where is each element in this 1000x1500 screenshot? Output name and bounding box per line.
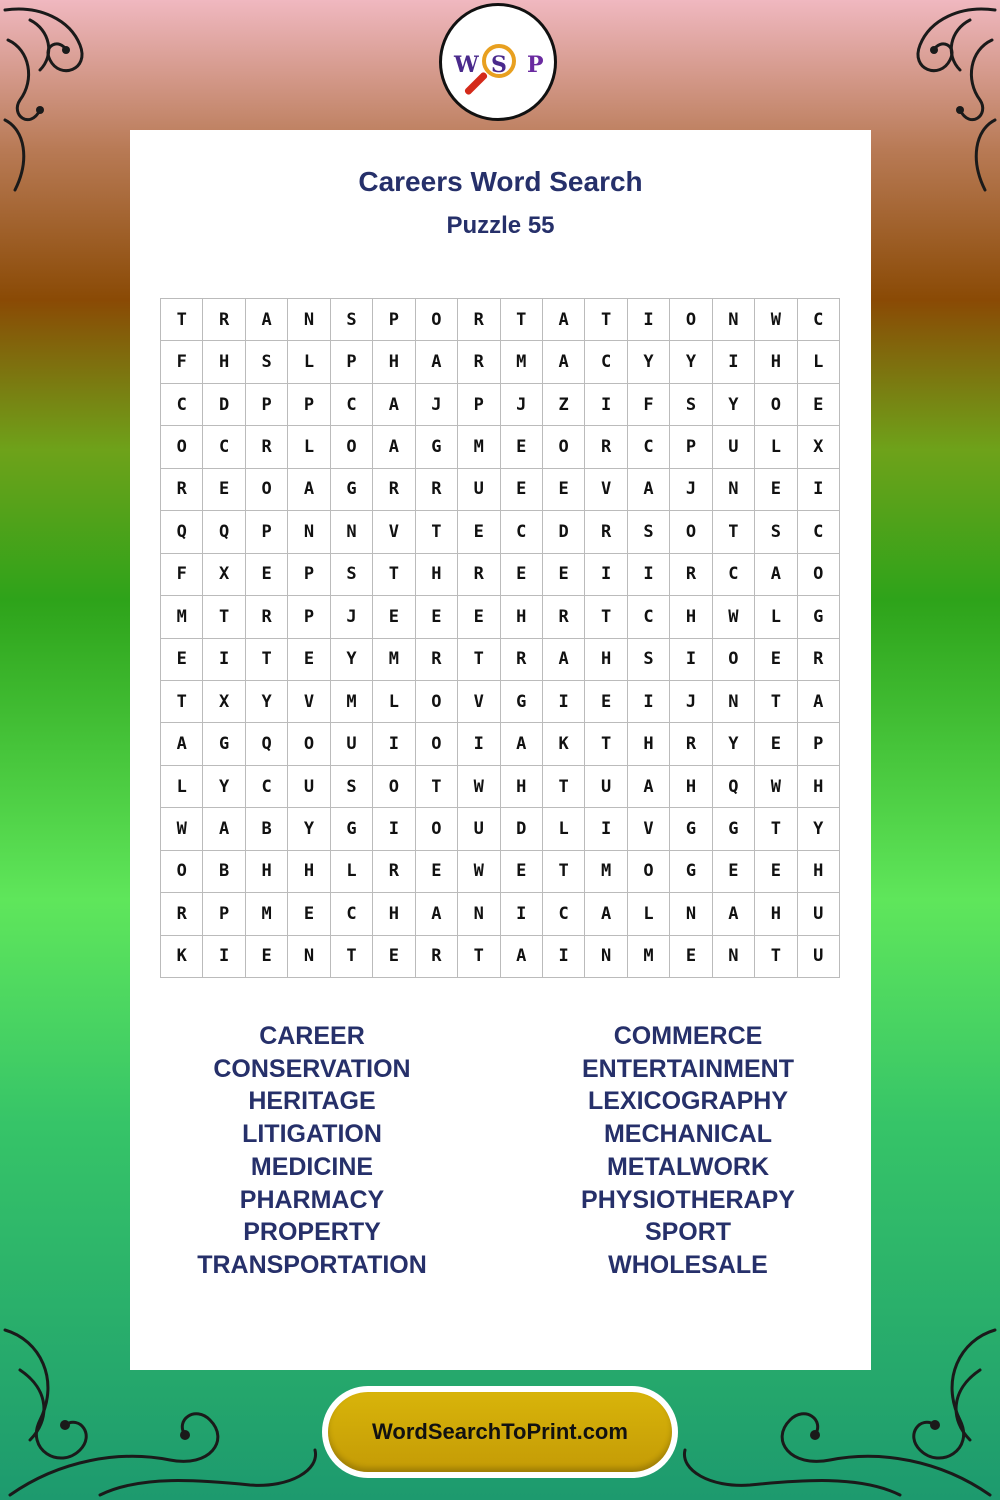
grid-cell: J [331, 596, 373, 638]
grid-cell: E [458, 596, 500, 638]
grid-cell: R [416, 639, 458, 681]
grid-cell: I [713, 341, 755, 383]
grid-cell: C [543, 893, 585, 935]
grid-cell: N [713, 681, 755, 723]
grid-cell: Y [713, 723, 755, 765]
word-list-item: PHARMACY [239, 1185, 385, 1214]
grid-cell: R [670, 554, 712, 596]
grid-cell: M [585, 851, 627, 893]
grid-cell: T [543, 766, 585, 808]
grid-cell: T [331, 936, 373, 978]
grid-cell: A [203, 808, 245, 850]
grid-cell: O [628, 851, 670, 893]
grid-cell: N [288, 511, 330, 553]
word-list-item: LEXICOGRAPHY [587, 1087, 789, 1116]
grid-cell: A [628, 766, 670, 808]
grid-cell: C [161, 384, 203, 426]
grid-cell: L [543, 808, 585, 850]
word-list-item: MECHANICAL [603, 1120, 773, 1149]
grid-cell: E [203, 469, 245, 511]
logo [439, 3, 557, 121]
grid-cell: R [458, 341, 500, 383]
grid-cell: E [501, 469, 543, 511]
ornament-top-right [860, 0, 1000, 200]
grid-cell: H [373, 893, 415, 935]
grid-cell: T [713, 511, 755, 553]
grid-cell: R [458, 554, 500, 596]
grid-cell: H [246, 851, 288, 893]
grid-cell: D [501, 808, 543, 850]
grid-cell: R [416, 469, 458, 511]
grid-cell: I [628, 299, 670, 341]
grid-cell: A [416, 893, 458, 935]
grid-cell: T [543, 851, 585, 893]
grid-cell: S [628, 511, 670, 553]
word-list-item: CAREER [259, 1022, 365, 1050]
grid-cell: T [416, 511, 458, 553]
grid-cell: A [416, 341, 458, 383]
grid-cell: P [246, 511, 288, 553]
grid-cell: R [161, 893, 203, 935]
grid-cell: M [331, 681, 373, 723]
grid-cell: N [713, 469, 755, 511]
grid-cell: F [161, 554, 203, 596]
grid-cell: A [543, 341, 585, 383]
grid-cell: H [288, 851, 330, 893]
grid-cell: S [331, 554, 373, 596]
grid-cell: J [416, 384, 458, 426]
grid-cell: E [288, 639, 330, 681]
grid-cell: V [458, 681, 500, 723]
grid-cell: P [288, 384, 330, 426]
grid-cell: U [798, 893, 840, 935]
word-list-item: WHOLESALE [608, 1250, 768, 1279]
grid-cell: I [585, 384, 627, 426]
grid-cell: I [543, 681, 585, 723]
grid-cell: D [543, 511, 585, 553]
grid-cell: R [373, 469, 415, 511]
grid-cell: A [373, 384, 415, 426]
grid-cell: R [585, 511, 627, 553]
grid-cell: O [416, 681, 458, 723]
grid-cell: O [713, 639, 755, 681]
grid-cell: U [458, 808, 500, 850]
grid-cell: E [246, 936, 288, 978]
grid-cell: P [288, 596, 330, 638]
grid-cell: A [246, 299, 288, 341]
grid-cell: U [798, 936, 840, 978]
grid-cell: L [373, 681, 415, 723]
grid-cell: A [585, 893, 627, 935]
grid-cell: U [713, 426, 755, 468]
word-list-item: HERITAGE [248, 1087, 376, 1116]
grid-cell: G [670, 808, 712, 850]
grid-cell: O [288, 723, 330, 765]
grid-cell: T [161, 681, 203, 723]
grid-cell: Y [628, 341, 670, 383]
grid-cell: O [246, 469, 288, 511]
grid-cell: I [543, 936, 585, 978]
grid-cell: A [755, 554, 797, 596]
grid-cell: H [203, 341, 245, 383]
grid-cell: R [670, 723, 712, 765]
grid-cell: I [373, 808, 415, 850]
grid-cell: U [288, 766, 330, 808]
logo-letter-w: W [454, 52, 479, 78]
grid-cell: I [670, 639, 712, 681]
grid-cell: I [203, 639, 245, 681]
grid-cell: M [458, 426, 500, 468]
grid-cell: V [373, 511, 415, 553]
grid-cell: O [416, 808, 458, 850]
grid-cell: L [331, 851, 373, 893]
footer-banner[interactable] [322, 1386, 678, 1478]
grid-cell: H [628, 723, 670, 765]
grid-cell: U [585, 766, 627, 808]
logo-letter-s: S [491, 52, 507, 78]
grid-cell: E [501, 426, 543, 468]
grid-cell: Y [713, 384, 755, 426]
grid-cell: E [585, 681, 627, 723]
grid-cell: O [798, 554, 840, 596]
grid-cell: Y [246, 681, 288, 723]
grid-cell: R [585, 426, 627, 468]
grid-cell: I [585, 808, 627, 850]
word-list-item: COMMERCE [613, 1022, 763, 1050]
grid-cell: W [713, 596, 755, 638]
grid-cell: S [670, 384, 712, 426]
grid-cell: H [755, 893, 797, 935]
grid-cell: T [161, 299, 203, 341]
grid-cell: Q [161, 511, 203, 553]
grid-cell: T [755, 936, 797, 978]
letter-grid [160, 298, 840, 978]
grid-cell: P [458, 384, 500, 426]
grid-cell: Y [331, 639, 373, 681]
grid-cell: N [713, 936, 755, 978]
grid-cell: J [501, 384, 543, 426]
grid-cell: E [458, 511, 500, 553]
grid-cell: T [501, 299, 543, 341]
grid-cell: N [288, 936, 330, 978]
grid-cell: R [416, 936, 458, 978]
grid-cell: C [628, 426, 670, 468]
grid-cell: E [501, 554, 543, 596]
puzzle-sheet [130, 130, 871, 1370]
grid-cell: A [713, 893, 755, 935]
grid-cell: P [331, 341, 373, 383]
grid-cell: H [755, 341, 797, 383]
grid-cell: G [713, 808, 755, 850]
grid-cell: E [501, 851, 543, 893]
grid-cell: X [203, 554, 245, 596]
grid-cell: V [288, 681, 330, 723]
grid-cell: L [755, 426, 797, 468]
word-list-item: ENTERTAINMENT [581, 1054, 795, 1083]
word-list-right [528, 1020, 848, 1282]
grid-cell: A [161, 723, 203, 765]
grid-cell: A [501, 723, 543, 765]
grid-cell: E [798, 384, 840, 426]
grid-cell: P [373, 299, 415, 341]
puzzle-number: Puzzle 55 [446, 212, 555, 239]
grid-cell: I [628, 681, 670, 723]
grid-cell: H [670, 596, 712, 638]
grid-cell: P [246, 384, 288, 426]
word-list-item: METALWORK [606, 1152, 769, 1181]
grid-cell: O [543, 426, 585, 468]
grid-cell: Y [203, 766, 245, 808]
site-link[interactable]: WordSearchToPrint.com [372, 1419, 628, 1444]
grid-cell: C [713, 554, 755, 596]
grid-cell: N [670, 893, 712, 935]
grid-cell: J [670, 469, 712, 511]
grid-cell: E [373, 936, 415, 978]
grid-cell: I [501, 893, 543, 935]
grid-cell: L [161, 766, 203, 808]
grid-cell: E [373, 596, 415, 638]
word-list-item: MEDICINE [250, 1152, 374, 1181]
word-list-item: SPORT [644, 1218, 732, 1247]
grid-cell: T [203, 596, 245, 638]
grid-cell: Y [288, 808, 330, 850]
grid-cell: M [246, 893, 288, 935]
grid-cell: T [585, 723, 627, 765]
grid-cell: O [416, 723, 458, 765]
grid-cell: M [501, 341, 543, 383]
grid-cell: T [755, 681, 797, 723]
grid-cell: Y [798, 808, 840, 850]
logo-letter-p: P [527, 52, 544, 78]
grid-cell: S [331, 766, 373, 808]
grid-cell: S [331, 299, 373, 341]
grid-cell: M [373, 639, 415, 681]
grid-cell: R [798, 639, 840, 681]
grid-cell: I [585, 554, 627, 596]
grid-cell: C [203, 426, 245, 468]
grid-cell: C [331, 893, 373, 935]
word-list-item: PHYSIOTHERAPY [581, 1185, 795, 1214]
grid-cell: C [628, 596, 670, 638]
grid-cell: I [628, 554, 670, 596]
grid-cell: A [798, 681, 840, 723]
grid-cell: E [755, 639, 797, 681]
grid-cell: F [161, 341, 203, 383]
grid-cell: E [288, 893, 330, 935]
grid-cell: P [798, 723, 840, 765]
grid-cell: C [585, 341, 627, 383]
grid-cell: A [288, 469, 330, 511]
grid-cell: P [288, 554, 330, 596]
grid-cell: Q [246, 723, 288, 765]
grid-cell: H [416, 554, 458, 596]
word-list-item: CONSERVATION [213, 1054, 411, 1083]
grid-cell: A [543, 299, 585, 341]
grid-cell: K [161, 936, 203, 978]
grid-cell: E [755, 851, 797, 893]
grid-cell: G [798, 596, 840, 638]
grid-cell: X [203, 681, 245, 723]
grid-cell: E [161, 639, 203, 681]
grid-cell: N [331, 511, 373, 553]
grid-cell: E [713, 851, 755, 893]
grid-cell: T [246, 639, 288, 681]
grid-cell: L [628, 893, 670, 935]
grid-cell: I [203, 936, 245, 978]
ornament-top-left [0, 0, 140, 200]
grid-cell: E [416, 851, 458, 893]
grid-cell: R [161, 469, 203, 511]
grid-cell: X [798, 426, 840, 468]
grid-cell: R [203, 299, 245, 341]
grid-cell: T [373, 554, 415, 596]
grid-cell: C [798, 299, 840, 341]
grid-cell: W [458, 851, 500, 893]
grid-cell: A [373, 426, 415, 468]
grid-cell: O [416, 299, 458, 341]
grid-cell: G [416, 426, 458, 468]
grid-cell: O [670, 299, 712, 341]
grid-cell: W [458, 766, 500, 808]
grid-cell: O [373, 766, 415, 808]
grid-cell: L [755, 596, 797, 638]
grid-cell: I [373, 723, 415, 765]
grid-cell: J [670, 681, 712, 723]
grid-cell: S [755, 511, 797, 553]
word-list-item: LITIGATION [242, 1120, 382, 1149]
grid-cell: A [628, 469, 670, 511]
grid-cell: E [416, 596, 458, 638]
grid-cell: Z [543, 384, 585, 426]
grid-cell: B [246, 808, 288, 850]
grid-cell: O [670, 511, 712, 553]
grid-cell: E [755, 469, 797, 511]
grid-cell: T [416, 766, 458, 808]
grid-cell: H [501, 766, 543, 808]
grid-cell: A [501, 936, 543, 978]
grid-cell: G [331, 808, 373, 850]
grid-cell: U [331, 723, 373, 765]
grid-cell: T [458, 639, 500, 681]
grid-cell: L [798, 341, 840, 383]
grid-cell: H [501, 596, 543, 638]
page-title: Careers Word Search [358, 166, 643, 197]
grid-cell: P [670, 426, 712, 468]
grid-cell: E [246, 554, 288, 596]
grid-cell: H [373, 341, 415, 383]
grid-cell: H [585, 639, 627, 681]
word-list-item: PROPERTY [243, 1218, 381, 1247]
footer-pill [328, 1392, 672, 1472]
grid-cell: I [458, 723, 500, 765]
grid-cell: T [755, 808, 797, 850]
grid-cell: M [161, 596, 203, 638]
grid-cell: N [713, 299, 755, 341]
grid-cell: H [670, 766, 712, 808]
grid-cell: S [628, 639, 670, 681]
grid-cell: C [331, 384, 373, 426]
word-list-item: TRANSPORTATION [197, 1250, 427, 1279]
grid-cell: G [501, 681, 543, 723]
grid-cell: W [755, 766, 797, 808]
grid-cell: R [246, 596, 288, 638]
grid-cell: C [501, 511, 543, 553]
grid-cell: N [585, 936, 627, 978]
grid-cell: G [203, 723, 245, 765]
grid-cell: O [161, 426, 203, 468]
grid-cell: S [246, 341, 288, 383]
grid-cell: T [585, 299, 627, 341]
grid-cell: L [288, 341, 330, 383]
grid-cell: G [331, 469, 373, 511]
grid-cell: W [755, 299, 797, 341]
grid-cell: V [628, 808, 670, 850]
grid-cell: U [458, 469, 500, 511]
grid-cell: P [203, 893, 245, 935]
grid-cell: R [458, 299, 500, 341]
grid-cell: N [288, 299, 330, 341]
grid-cell: N [458, 893, 500, 935]
grid-cell: D [203, 384, 245, 426]
grid-cell: O [161, 851, 203, 893]
grid-cell: F [628, 384, 670, 426]
grid-cell: B [203, 851, 245, 893]
grid-cell: E [755, 723, 797, 765]
grid-cell: M [628, 936, 670, 978]
grid-cell: L [288, 426, 330, 468]
grid-cell: E [670, 936, 712, 978]
grid-cell: I [798, 469, 840, 511]
grid-cell: R [501, 639, 543, 681]
grid-cell: Q [203, 511, 245, 553]
grid-cell: Y [670, 341, 712, 383]
word-list-left [152, 1020, 472, 1282]
grid-cell: T [585, 596, 627, 638]
grid-cell: G [670, 851, 712, 893]
grid-cell: H [798, 766, 840, 808]
grid-cell: O [331, 426, 373, 468]
grid-cell: E [543, 554, 585, 596]
grid-cell: R [543, 596, 585, 638]
grid-cell: O [755, 384, 797, 426]
grid-cell: K [543, 723, 585, 765]
grid-cell: H [798, 851, 840, 893]
grid-cell: C [798, 511, 840, 553]
grid-cell: W [161, 808, 203, 850]
grid-cell: A [543, 639, 585, 681]
grid-cell: V [585, 469, 627, 511]
grid-cell: Q [713, 766, 755, 808]
grid-cell: T [458, 936, 500, 978]
grid-cell: C [246, 766, 288, 808]
grid-cell: R [246, 426, 288, 468]
grid-cell: R [373, 851, 415, 893]
grid-cell: E [543, 469, 585, 511]
